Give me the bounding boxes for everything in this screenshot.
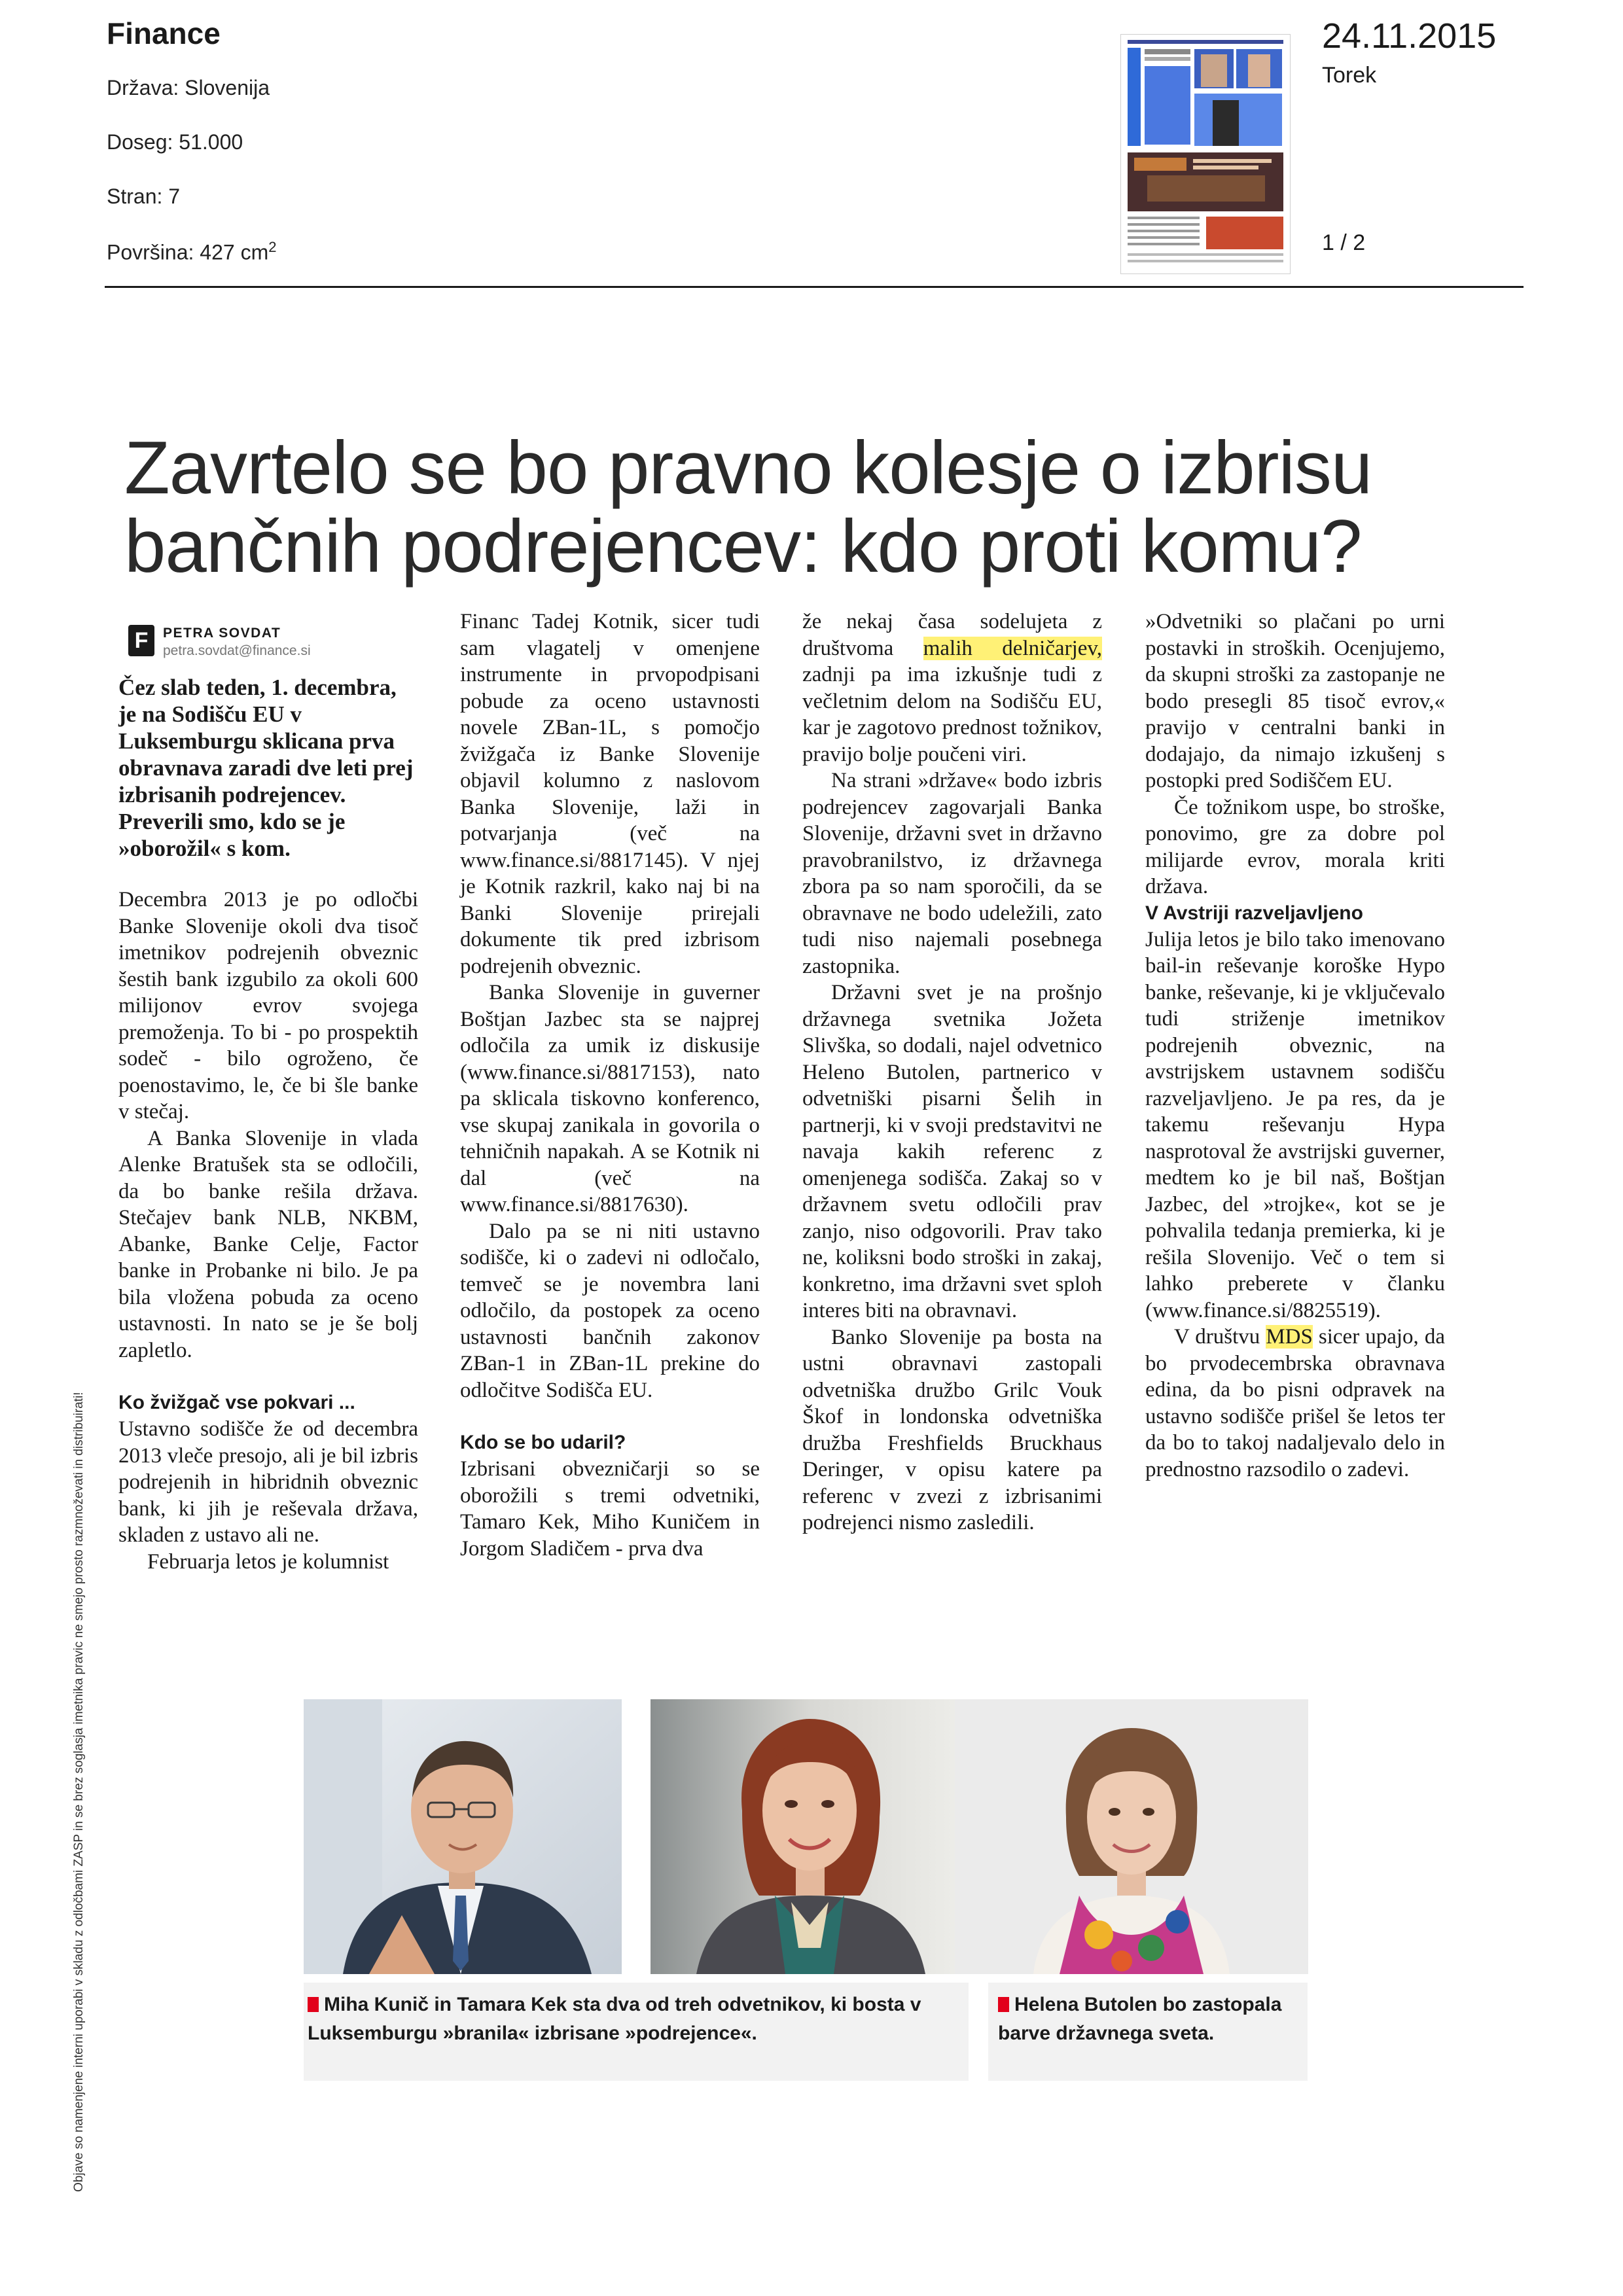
article-headline: Zavrtelo se bo pravno kolesje o izbrisu bančnih podrejencev: kdo proti komu? (124, 427, 1372, 588)
paragraph: Če tožnikom uspe, bo stroške, ponovimo, gre za dobre pol milijarde evrov, morala kriti država. (1145, 795, 1445, 898)
caption-text: Miha Kunič in Tamara Kek sta dva od treh odvetnikov, ki bosta v Luksemburgu »branila« izbrisane »podrejence«. (308, 1994, 921, 2044)
page-thumbnail[interactable] (1120, 34, 1291, 274)
subheading: Kdo se bo udaril? (460, 1432, 626, 1453)
article-lead: Čez slab teden, 1. decembra, je na Sodišču EU v Luksemburgu sklicana prva obravnava zaradi dve leti prej izbrisanih podrejencev. Preverili smo, kdo se je »oborožil« s kom. (118, 675, 414, 861)
paragraph: A Banka Slovenije in vlada Alenke Bratušek sta se odločili, da bo banke rešila država. Stečajev bank NLB, NKBM, Abanke, Banke Celje, Factor banke in Probanke ni bilo. Je pa bila vložena pobuda za oceno ustavnosti. In nato se je še bolj zapletlo. (118, 1126, 418, 1362)
photo-helena-butolen (955, 1699, 1308, 1974)
portrait-woman-image (955, 1699, 1308, 1974)
meta-area-sup: 2 (268, 239, 277, 255)
page-count: 1 / 2 (1322, 230, 1366, 255)
highlighted-text: MDS (1266, 1325, 1313, 1349)
meta-area (107, 239, 276, 265)
paragraph: Februarja letos je kolumnist (147, 1549, 389, 1574)
paragraph: Decembra 2013 je po odločbi Banke Slovenije okoli dva tisoč imetnikov podrejenih obveznic šestih bank izgubilo za okoli 600 milijonov evrov svojega premoženja. To bi - po prospektih sodeč - bilo ogroženo, če poenostavimo, le, če bi šle banke v stečaj. (118, 888, 418, 1123)
subheading: Ko žvižgač vse pokvari ... (118, 1392, 355, 1413)
photo-miha-kunic (304, 1699, 622, 1974)
caption-bullet-icon (998, 1997, 1009, 2012)
meta-reach: Doseg: 51.000 (107, 130, 243, 154)
copyright-disclaimer: Objave so namenjene interni uporabi v skladu z odločbami ZASP in se brez soglasja imetnika pravic ne smejo prosto razmnoževati in distribuirati! (72, 1392, 86, 2192)
highlighted-text: malih delničarjev, (923, 636, 1102, 660)
paragraph: Državni svet je na prošnjo državnega svetnika Jožeta Slivška, so dodali, najel odvetnico Heleno Butolen, partnerico v odvetniški pisarni Šelih in partnerji, ki v svoji predstavitvi ne navaja kakih referenc z omenjenega sodišča. Zakaj so v državnem svetu odločili prav zanjo, niso odgovorili. Prav tako ne, koliksni bodo stroški in zakaj, konkretno, ima državni svet sploh interes biti na obravnavi. (802, 981, 1102, 1322)
paragraph: Julija letos je bilo tako imenovano bail-in reševanje koroške Hypo banke, reševanje, ki je vključevalo tudi striženje imetnikov podrejenih obveznic, na avstrijskem ustavnem sodišču razveljavljeno. Je pa res, da je takemu reševanju Hypa nasprotoval že avstrijski guverner, medtem ko je bil naš, Boštjan Jazbec, del »trojke«, kot se je pohvalila tedanja premierka, ki je rešila Slovenijo. Več o tem si lahko preberete v članku (www.finance.si/8825519). (1145, 927, 1445, 1322)
paragraph: Ustavno sodišče že od decembra 2013 vleče presojo, ali je bil izbris podrejenih in hibridnih obveznic bank, ki jih je reševala država, skladen z ustavo ali ne. (118, 1417, 418, 1547)
article-column-2 (460, 609, 760, 1562)
subheading: V Avstriji razveljavljeno (1145, 902, 1363, 924)
publication-name: Finance (107, 16, 221, 50)
finance-logo-icon: F (128, 625, 154, 656)
paragraph-text: sicer upajo, da bo prvodecembrska obravnava edina, da bo pisni odpravek na ustavno sodišče prišel še letos ter da bo to takoj nadaljevalo delo in prednostno razsodilo o zadevi. (1145, 1325, 1445, 1481)
paragraph: Banka Slovenije in guverner Boštjan Jazbec sta se najprej odločila za umik iz diskusije (www.finance.si/8817153), nato pa sklicala tiskovno konferenco, vse skupaj zanikala in govorila o tehničnih napakah. A se Kotnik ni dal (več na www.finance.si/8817630). (460, 981, 760, 1216)
portrait-man-image (304, 1699, 622, 1974)
page-thumbnail-image (1121, 35, 1290, 274)
publication-weekday: Torek (1322, 63, 1377, 88)
paragraph (802, 609, 1102, 768)
article-column-4 (1145, 609, 1445, 1483)
paragraph: Dalo pa se ni niti ustavno sodišče, ki o zadevi ni odločalo, temveč se je novembra lani odločilo, da postopek za oceno ustavnosti bančnih zakonov ZBan-1 in ZBan-1L prekine do odločitve Sodišča EU. (460, 1219, 760, 1402)
meta-area-label: Površina: 427 cm (107, 240, 269, 264)
meta-page: Stran: 7 (107, 185, 181, 208)
meta-country: Država: Slovenija (107, 76, 270, 99)
caption-text: Helena Butolen bo zastopala barve državnega sveta. (998, 1994, 1282, 2044)
paragraph: Na strani »države« bodo izbris podrejencev zagovarjali Banka Slovenije, državni svet in državno pravobranilstvo, iz državnega zbora pa so nam sporočili, da se obravnave ne bodo udeležili, zato tudi niso najemali posebnega zastopnika. (802, 769, 1102, 978)
paragraph: Banko Slovenije pa bosta na ustni obravnavi zastopali odvetniška družbo Grilc Vouk Škof in londonska odvetniška družba Freshfields Bruckhaus Deringer, v opisu katere pa referenc v zvezi z izbrisanimi podrejenci nismo zasledili. (802, 1325, 1102, 1534)
photo-caption (998, 1990, 1306, 2048)
article-column-3 (802, 609, 1102, 1536)
author-name: PETRA SOVDAT (163, 626, 281, 641)
caption-bullet-icon (308, 1997, 319, 2012)
author-email[interactable]: petra.sovdat@finance.si (163, 643, 311, 658)
article-column-1 (118, 674, 418, 1575)
paragraph: Financ Tadej Kotnik, sicer tudi sam vlagatelj v omenjene instrumente in prvopodpisani pobude za oceno ustavnosti novele ZBan-1L, s pomočjo žvižgača iz Banke Slovenije objavil kolumno z naslovom Banka Slovenije, laži in potvarjanja (več na www.finance.si/8817145). V njej je Kotnik razkril, kako naj bi na Banki Slovenije prirejali dokumente tik pred izbrisom podrejenih obveznic. (460, 610, 760, 978)
paragraph-text: že nekaj časa sodelujeta z društvoma (802, 610, 1102, 660)
paragraph: »Odvetniki so plačani po urni postavki in stroških. Ocenjujemo, da skupni stroški za zastopanje ne bodo presegli 85 tisoč evrov,« pravijo v centralni banki in dodajajo, da nimajo izkušenj s postopki pred Sodiščem EU. (1145, 610, 1445, 792)
paragraph: Izbrisani obvezničarji so se oborožili s tremi odvetniki, Tamaro Kek, Miho Kuničem in Jorgom Sladičem - prva dva (460, 1457, 760, 1561)
portrait-woman-image (651, 1699, 969, 1974)
publication-date: 24.11.2015 (1322, 16, 1497, 56)
paragraph (1145, 1324, 1445, 1483)
paragraph-text: V društvu (1174, 1325, 1266, 1349)
header-rule (105, 286, 1524, 288)
paragraph-text: zadnji pa ima izkušnje tudi z večletnim delom na Sodišču EU, kar je zagotovo prednost tožnikov, pravijo bolje poučeni viri. (802, 663, 1102, 766)
photo-tamara-kek (651, 1699, 969, 1974)
photo-caption (308, 1990, 969, 2048)
